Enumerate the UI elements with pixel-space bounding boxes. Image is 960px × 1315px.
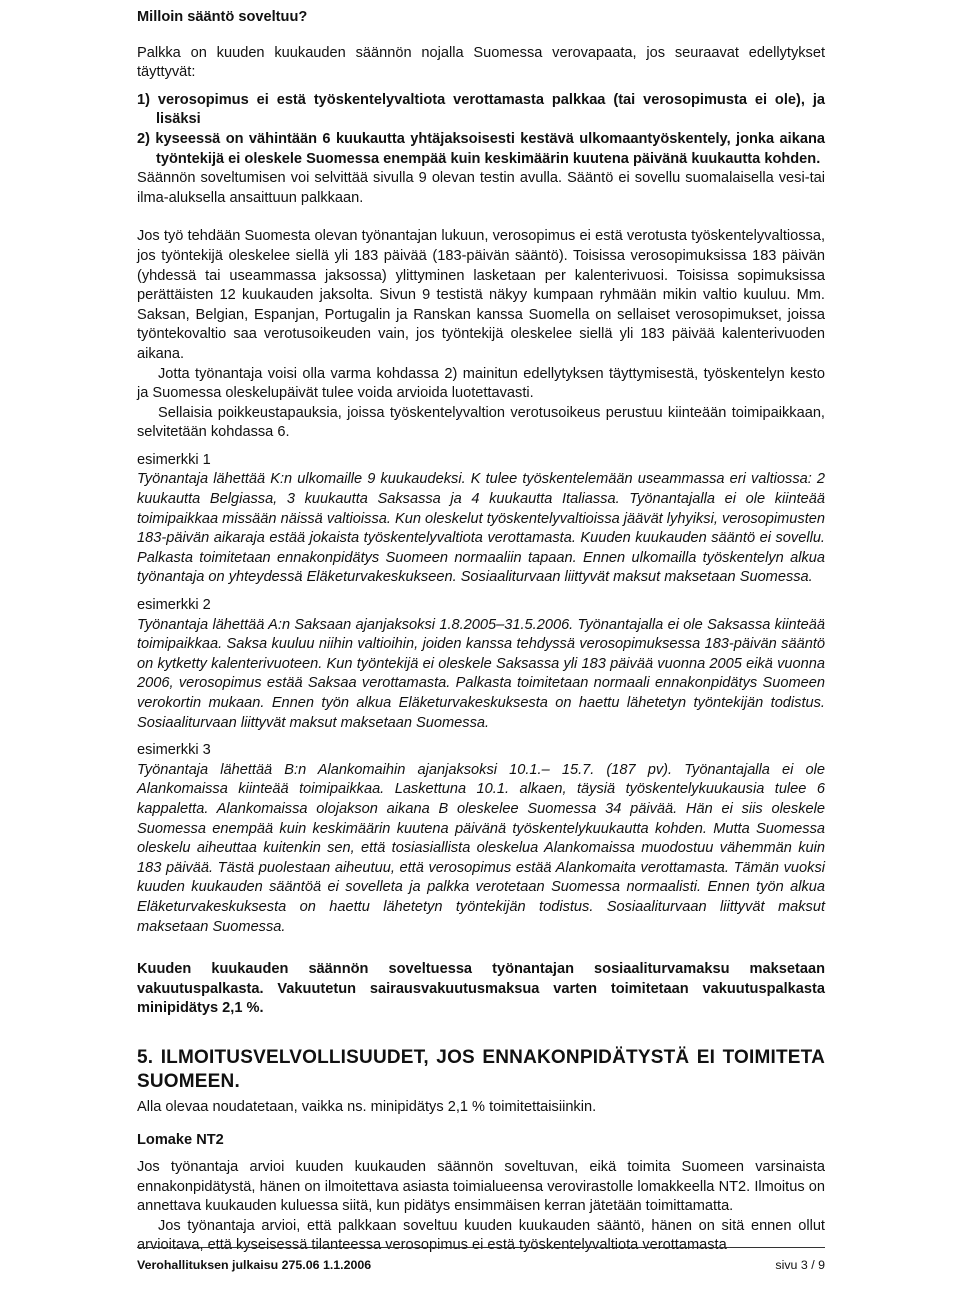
section-5-heading: 5. ILMOITUSVELVOLLISUUDET, JOS ENNAKONPIDÄTYSTÄ EI TOIMITETA SUOMEEN. — [137, 1046, 825, 1092]
document-page — [137, 8, 825, 1256]
example-3-text: Työnantaja lähettää B:n Alankomaihin ajanjaksoksi 10.1.– 15.7. (187 pv). Työnantajalla ei ole Alankomaissa kiinteää toimipaikkaa. Laskettuna 10.1. alkaen, täysiä työskentelykuukausia tulee 6 kappaletta. Alankomaissa olojakson aikana B oleskelee Suomessa 34 päivää. Hän ei siis oleskele Suomessa enempää kuin keskimäärin kuutena päivänä työskentelykuukautta kohden. Mutta Suomessa oleskelu aiheuttaa kuitenkin sen, että tosiasiallista oleskelua Alankomaissa muodostuu vähemmän kuin 183 päivää. Tästä puolestaan aiheutuu, että verosopimus estää Alankomaita verottamasta. Tämän vuoksi kuuden kuukauden sääntöä ei sovelleta ja palkka verotetaan Suomessa normaalisti. Ennen työn alkua Eläketurvakeskuksesta on haettu lähetetyn työntekijän todistus. Sosiaaliturvaan liittyvät maksut maksetaan Suomessa. — [137, 761, 825, 935]
form-paragraph: Jos työnantaja arvioi, että palkkaan soveltuu kuuden kuukauden sääntö, hänen on sitä ennen ollut arvioitava, että kyseisessä tilanteessa verosopimus ei estä työskentelyvaltiota verottamasta — [137, 1217, 825, 1254]
page-number: sivu 3 / 9 — [775, 1258, 825, 1272]
page-footer — [137, 1258, 825, 1272]
publication-info: Verohallituksen julkaisu 275.06 1.1.2006 — [137, 1258, 372, 1272]
section-heading: Milloin sääntö soveltuu? — [137, 9, 308, 25]
footer-divider — [137, 1247, 825, 1248]
example-1-text: Työnantaja lähettää K:n ulkomaille 9 kuukaudeksi. K tulee työskentelemään useammassa eri valtiossa: 2 kuukautta Belgiassa, 3 kuukautta Saksassa ja 4 kuukautta Italiassa. Työnantajalla ei ole kiinteää toimipaikkaa missään näissä valtioissa. Kun oleskelut työskentelyvaltioissa jäävät lyhyiksi, verosopimusten 183-päivän aikaraja estää jokaista työskentelyvaltiota verottamasta. Kuuden kuukauden sääntö ei sovellu. Palkasta toimitetaan ennakonpidätys Suomeen normaaliin tapaan. Ennen ulkomailla työskentelyn alkua työnantaja on yhteydessä Eläketurvakeskukseen. Sosiaaliturvaan liittyvät maksut maksetaan Suomessa. — [137, 471, 825, 586]
condition-1: 1) verosopimus ei estä työskentelyvaltiota verottamasta palkkaa (tai verosopimusta ei ole), ja lisäksi — [137, 91, 825, 128]
form-subheading: Lomake NT2 — [137, 1131, 224, 1148]
rule-note: Säännön soveltumisen voi selvittää sivulla 9 olevan testin avulla. Sääntö ei sovellu suomalaisella vesi-tai ilma-aluksella ansaittuun palkkaan. — [137, 170, 825, 206]
example-2-text: Työnantaja lähettää A:n Saksaan ajanjaksoksi 1.8.2005–31.5.2006. Työnantajalla ei ole Saksassa kiinteää toimipaikkaa. Saksa kuuluu niihin valtioihin, joiden kanssa tehdyssä verosopimuksessa 183-päivän sääntö on kytketty kalenterivuoteen. Kun työntekijä ei oleskele Saksassa yli 183 päivää vuonna 2005 eikä vuonna 2006, verosopimus estää Saksaa verottamasta. Palkasta toimitetaan normaali ennakonpidätys Suomeen verokortin mukaan. Ennen työn alkua Eläketurvakeskuksesta on haettu lähetetyn työntekijän todistus. Sosiaaliturvaan liittyvät maksut maksetaan Suomessa. — [137, 616, 825, 731]
bold-note: Kuuden kuukauden säännön soveltuessa työnantajan sosiaaliturvamaksu maksetaan vakuutuspalkasta. Vakuutetun sairausvakuutusmaksua varten toimitetaan vakuutuspalkasta minipidätys 2,1 %. — [137, 961, 825, 1017]
example-3-title: esimerkki 3 — [137, 742, 211, 759]
section-5-intro: Alla olevaa noudatetaan, vaikka ns. minipidätys 2,1 % toimitettaisiinkin. — [137, 1098, 597, 1115]
example-2-title: esimerkki 2 — [137, 597, 211, 614]
form-paragraph: Jos työnantaja arvioi kuuden kuukauden säännön soveltuvan, eikä toimita Suomeen varsinaista ennakonpidätystä, hänen on ilmoitettava asiasta toimialueensa verovirastolle lomakkeella NT2. Ilmoitus on annettava kuukauden kuluessa siitä, kun pidätys ensimmäisen kerran jätetään toimittamatta. — [137, 1159, 825, 1215]
body-paragraph: Jos työ tehdään Suomesta olevan työnantajan lukuun, verosopimus ei estä verotusta työskentelyvaltiossa, jos työntekijä oleskelee siellä yli 183 päivää (183-päivän sääntö). Toisissa verosopimuksissa 183 päivän (yhdessä tai useammassa jaksossa) ylittyminen lasketaan per kalenterivuosi. Toisissa sopimuksissa perättäisten 12 kuukauden jaksolta. Sivun 9 testistä näkyy kumpaan ryhmään mikin valtio kuuluu. Mm. Saksan, Belgian, Espanjan, Portugalin ja Ranskan kanssa Suomella on sellaiset verosopimukset, joissa työntekovaltio saa verotusoikeuden vain, jos työntekijä oleskelee siellä yli 183 päivää kalenterivuoden aikana. — [137, 228, 825, 362]
body-paragraph: Jotta työnantaja voisi olla varma kohdassa 2) mainitun edellytyksen täyttymisestä, työskentelyn kesto ja Suomessa oleskelupäivät tulee voida arvioida luotettavasti. — [137, 365, 825, 402]
condition-2: 2) kyseessä on vähintään 6 kuukautta yhtäjaksoisesti kestävä ulkomaantyöskentely, jonka aikana työntekijä ei oleskele Suomessa enempää kuin keskimäärin kuutena päivänä kuukautta kohden. — [137, 130, 825, 167]
body-paragraph: Sellaisia poikkeustapauksia, joissa työskentelyvaltion verotusoikeus perustuu kiinteään toimipaikkaan, selvitetään kohdassa 6. — [137, 404, 825, 441]
example-1-title: esimerkki 1 — [137, 451, 211, 468]
intro-paragraph: Palkka on kuuden kuukauden säännön nojalla Suomessa verovapaata, jos seuraavat edellytykset täyttyvät: — [137, 44, 825, 81]
